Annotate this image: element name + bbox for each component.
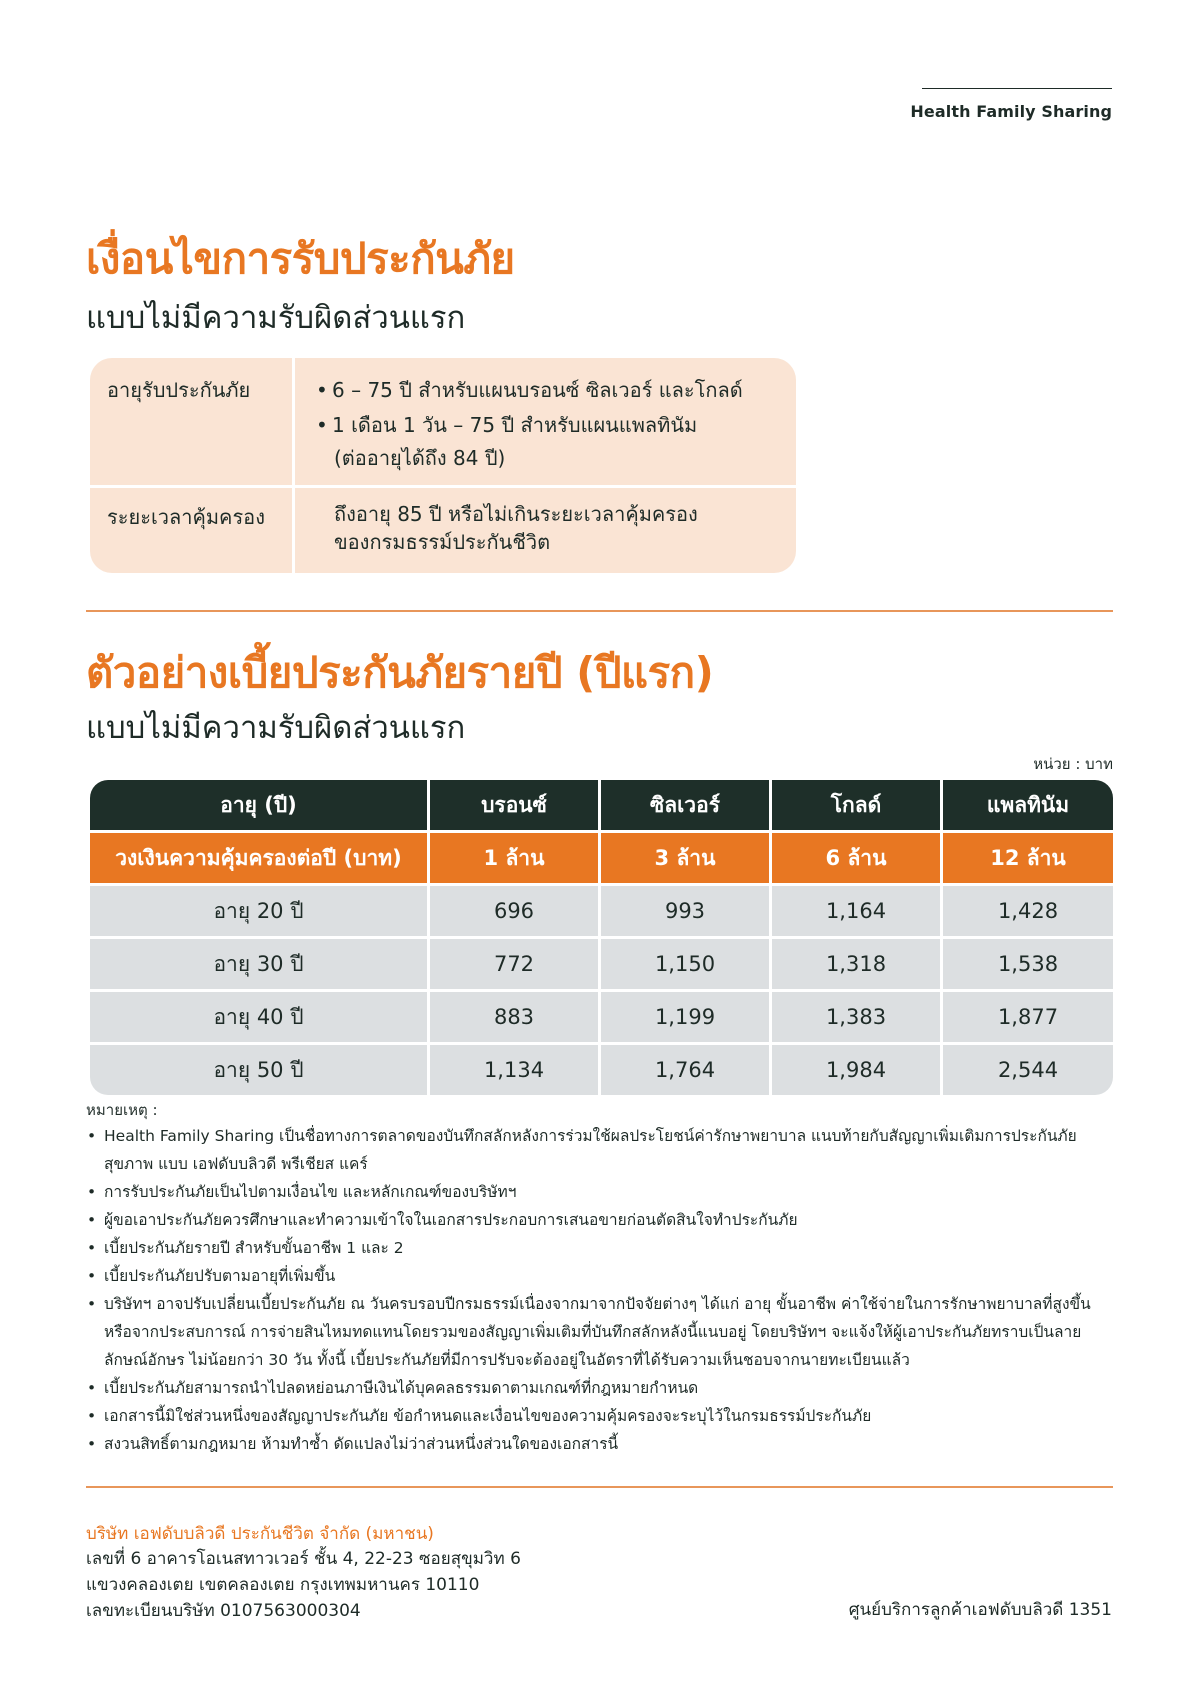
header-cell: อายุ (ปี) bbox=[90, 780, 427, 830]
premium-cell: 1,383 bbox=[772, 992, 940, 1042]
coverage-period-line: ของกรมธรรม์ประกันชีวิต bbox=[334, 530, 551, 554]
brand-name: Health Family Sharing bbox=[910, 102, 1112, 121]
address-line: เลขที่ 6 อาคารโอเนสทาวเวอร์ ชั้น 4, 22-23 ซอยสุขุมวิท 6 bbox=[86, 1549, 521, 1569]
note-item: • Health Family Sharing เป็นชื่อทางการตลาดของบันทึกสลักหลังการร่วมใช้ผลประโยชน์ค่ารักษาพยาบาล แนบท้ายกับสัญญาเพิ่มเติมการประกันภัยสุขภาพ แบบ เอฟดับบลิวดี พรีเชียส แคร์ bbox=[86, 1122, 1116, 1178]
premium-cell: 772 bbox=[430, 939, 598, 989]
table-header-row bbox=[90, 780, 1113, 830]
age-bullet: • 1 เดือน 1 วัน – 75 ปี สำหรับแผนแพลทินัม bbox=[316, 413, 698, 437]
premium-cell: 1,877 bbox=[943, 992, 1113, 1042]
premium-cell: 1,150 bbox=[601, 939, 769, 989]
sum-insured-cell: 6 ล้าน bbox=[772, 833, 940, 883]
premium-cell: 883 bbox=[430, 992, 598, 1042]
header-cell: ซิลเวอร์ bbox=[601, 780, 769, 830]
customer-service: ศูนย์บริการลูกค้าเอฟดับบลิวดี 1351 bbox=[848, 1600, 1112, 1620]
premium-cell: 1,428 bbox=[943, 886, 1113, 936]
table-row bbox=[90, 886, 1113, 936]
premium-cell: 1,199 bbox=[601, 992, 769, 1042]
table-row bbox=[90, 1045, 1113, 1095]
premium-table bbox=[90, 780, 1113, 1095]
company-name: บริษัท เอฟดับบลิวดี ประกันชีวิต จำกัด (มหาชน) bbox=[86, 1524, 434, 1544]
section-divider bbox=[86, 610, 1113, 612]
premium-cell: 1,164 bbox=[772, 886, 940, 936]
age-bullet: • 6 – 75 ปี สำหรับแผนบรอนซ์ ซิลเวอร์ และโกลด์ bbox=[316, 378, 743, 402]
note-item: • เบี้ยประกันภัยรายปี สำหรับขั้นอาชีพ 1 และ 2 bbox=[86, 1234, 1116, 1262]
registration-number: เลขทะเบียนบริษัท 0107563000304 bbox=[86, 1601, 361, 1621]
notes-list bbox=[86, 1122, 1116, 1458]
footer-divider bbox=[86, 1486, 1113, 1488]
age-cell: อายุ 40 ปี bbox=[90, 992, 427, 1042]
address-line: แขวงคลองเตย เขตคลองเตย กรุงเทพมหานคร 10110 bbox=[86, 1575, 480, 1595]
cell-divider bbox=[292, 358, 295, 573]
coverage-period-label: ระยะเวลาคุ้มครอง bbox=[107, 505, 265, 529]
sum-insured-row bbox=[90, 833, 1113, 883]
table-row bbox=[90, 939, 1113, 989]
age-cell: อายุ 30 ปี bbox=[90, 939, 427, 989]
note-item: • ผู้ขอเอาประกันภัยควรศึกษาและทำความเข้าใจในเอกสารประกอบการเสนอขายก่อนตัดสินใจทำประกันภัย bbox=[86, 1206, 1116, 1234]
sum-insured-cell: 1 ล้าน bbox=[430, 833, 598, 883]
premium-cell: 1,134 bbox=[430, 1045, 598, 1095]
note-item: • เบี้ยประกันภัยสามารถนำไปลดหย่อนภาษีเงินได้บุคคลธรรมดาตามเกณฑ์ที่กฎหมายกำหนด bbox=[86, 1374, 1116, 1402]
premium-subtitle: แบบไม่มีความรับผิดส่วนแรก bbox=[86, 710, 466, 746]
premium-cell: 1,984 bbox=[772, 1045, 940, 1095]
premium-cell: 993 bbox=[601, 886, 769, 936]
notes-title: หมายเหตุ : bbox=[86, 1101, 158, 1119]
age-cell: อายุ 20 ปี bbox=[90, 886, 427, 936]
note-item: • เอกสารนี้มิใช่ส่วนหนึ่งของสัญญาประกันภัย ข้อกำหนดและเงื่อนไขของความคุ้มครองจะระบุไว้ในกรมธรรม์ประกันภัย bbox=[86, 1402, 1116, 1430]
premium-cell: 1,538 bbox=[943, 939, 1113, 989]
coverage-period-line: ถึงอายุ 85 ปี หรือไม่เกินระยะเวลาคุ้มครอง bbox=[334, 502, 698, 526]
premium-cell: 2,544 bbox=[943, 1045, 1113, 1095]
note-item: • เบี้ยประกันภัยปรับตามอายุที่เพิ่มขึ้น bbox=[86, 1262, 1116, 1290]
conditions-subtitle: แบบไม่มีความรับผิดส่วนแรก bbox=[86, 300, 466, 336]
row-divider bbox=[90, 485, 796, 488]
sum-insured-cell: 12 ล้าน bbox=[943, 833, 1113, 883]
company-address bbox=[86, 1546, 521, 1624]
table-row bbox=[90, 992, 1113, 1042]
conditions-title: เงื่อนไขการรับประกันภัย bbox=[86, 234, 515, 283]
premium-cell: 1,318 bbox=[772, 939, 940, 989]
header-divider bbox=[922, 88, 1112, 89]
note-item: • การรับประกันภัยเป็นไปตามเงื่อนไข และหลักเกณฑ์ของบริษัทฯ bbox=[86, 1178, 1116, 1206]
sum-insured-cell: วงเงินความคุ้มครองต่อปี (บาท) bbox=[90, 833, 427, 883]
age-label: อายุรับประกันภัย bbox=[107, 378, 251, 402]
age-note: (ต่ออายุได้ถึง 84 ปี) bbox=[334, 446, 506, 470]
conditions-table bbox=[90, 358, 796, 573]
note-item: • บริษัทฯ อาจปรับเปลี่ยนเบี้ยประกันภัย ณ วันครบรอบปีกรมธรรม์เนื่องจากมาจากปัจจัยต่างๆ ได้แก่ อายุ ขั้นอาชีพ ค่าใช้จ่ายในการรักษาพยาบาลที่สูงขึ้น หรือจากประสบการณ์ การจ่ายสินไหมทดแทนโดยรวมของสัญญาเพิ่มเติมที่บันทึกสลักหลังนี้แนบอยู่ โดยบริษัทฯ จะแจ้งให้ผู้เอาประกันภัยทราบเป็นลายลักษณ์อักษร ไม่น้อยกว่า 30 วัน ทั้งนี้ เบี้ยประกันภัยที่มีการปรับจะต้องอยู่ในอัตราที่ได้รับความเห็นชอบจากนายทะเบียนแล้ว bbox=[86, 1290, 1116, 1374]
premium-cell: 696 bbox=[430, 886, 598, 936]
header-cell: แพลทินัม bbox=[943, 780, 1113, 830]
header-cell: บรอนซ์ bbox=[430, 780, 598, 830]
premium-title: ตัวอย่างเบี้ยประกันภัยรายปี (ปีแรก) bbox=[86, 648, 714, 697]
sum-insured-cell: 3 ล้าน bbox=[601, 833, 769, 883]
note-item: • สงวนสิทธิ์ตามกฎหมาย ห้ามทำซ้ำ ดัดแปลงไม่ว่าส่วนหนึ่งส่วนใดของเอกสารนี้ bbox=[86, 1430, 1116, 1458]
header-cell: โกลด์ bbox=[772, 780, 940, 830]
age-cell: อายุ 50 ปี bbox=[90, 1045, 427, 1095]
premium-cell: 1,764 bbox=[601, 1045, 769, 1095]
unit-label: หน่วย : บาท bbox=[1033, 755, 1113, 773]
